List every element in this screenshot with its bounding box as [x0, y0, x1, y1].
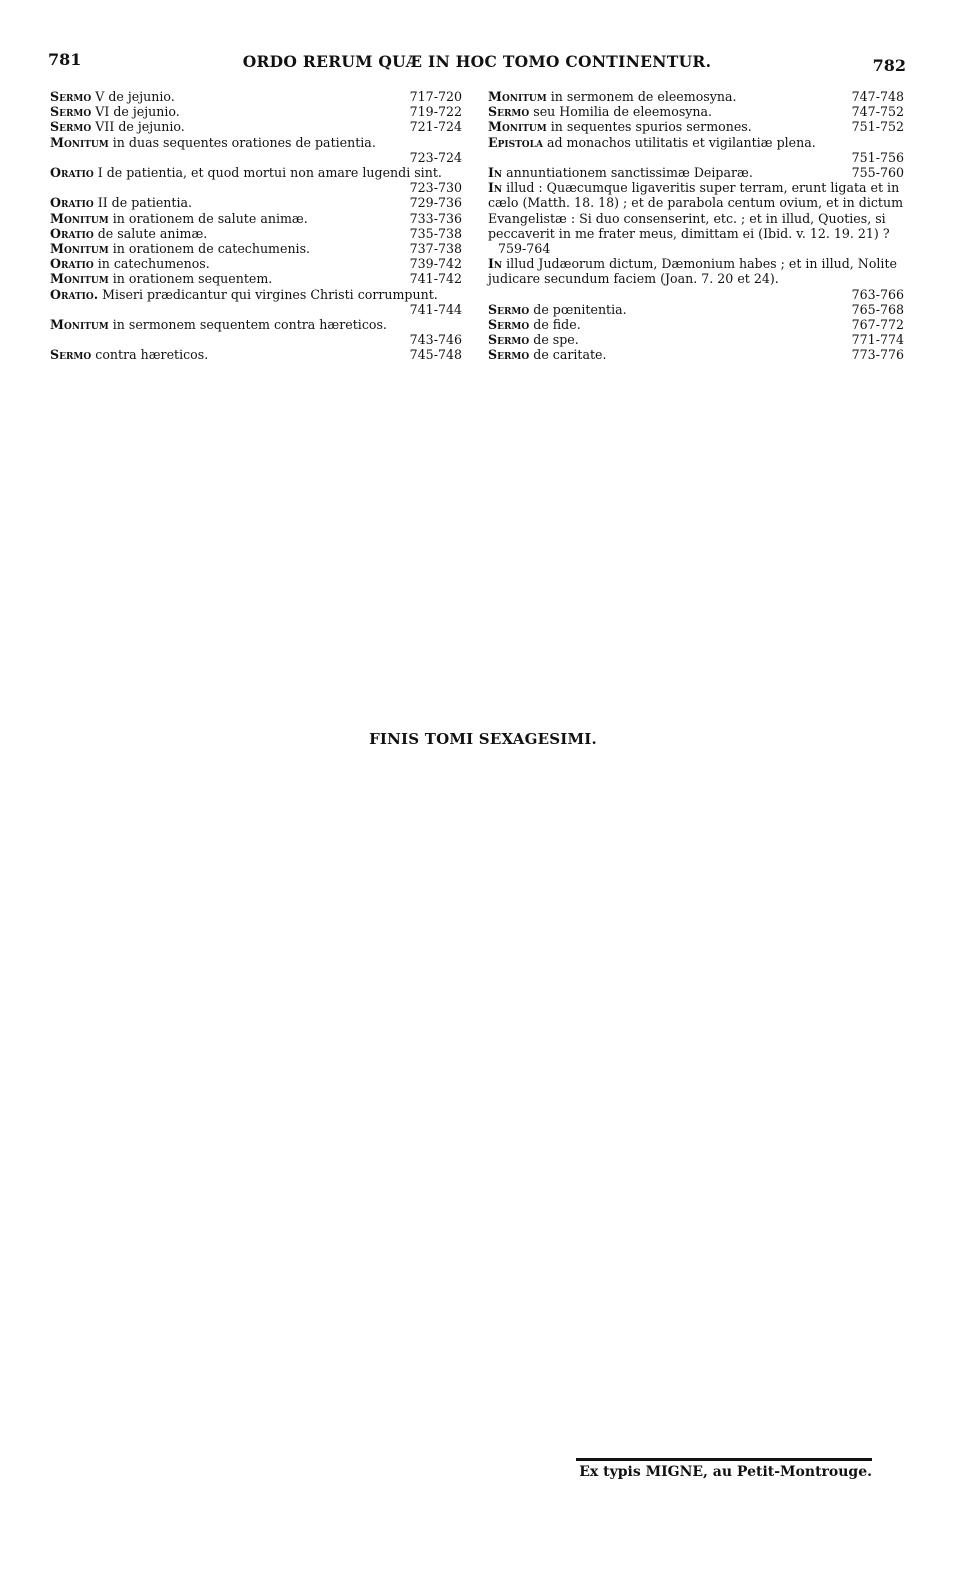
page-header: [48, 50, 906, 80]
index-entry: [488, 256, 904, 286]
page-range: 733-736: [409, 210, 462, 226]
entry-head: Epistola: [488, 134, 543, 150]
imprint-rule: [576, 1458, 872, 1461]
running-title: ORDO RERUM QUÆ IN HOC TOMO CONTINENTUR.: [242, 52, 712, 71]
index-entry: [488, 165, 904, 180]
index-column-left: [50, 89, 462, 363]
page-range: 747-748: [851, 89, 904, 104]
page-range: 751-756: [851, 149, 904, 165]
page-range: 739-742: [409, 256, 462, 272]
page-range: 737-738: [409, 241, 462, 257]
page-range: 719-722: [409, 104, 462, 120]
entry-head: Sermo: [50, 119, 92, 135]
entry-head: Sermo: [488, 317, 530, 333]
entry-head: Sermo: [488, 347, 530, 363]
entry-head: Oratio: [50, 225, 94, 241]
entry-text: Miseri prædicantur qui virgines Christi corrumpunt.: [102, 286, 438, 302]
index-column-right: [488, 89, 904, 363]
page-range: 723-730: [409, 180, 462, 196]
entry-text: in orationem sequentem.: [112, 271, 273, 287]
page-range: 747-752: [851, 104, 904, 120]
entry-text: in orationem de catechumenis.: [112, 241, 311, 257]
page-range: 741-744: [409, 301, 462, 317]
entry-text: de salute animæ.: [97, 225, 208, 241]
entry-text: de pœnitentia.: [533, 301, 627, 317]
index-entry: [50, 241, 462, 256]
entry-text: V de jejunio.: [95, 89, 175, 104]
entry-head: Monitum: [488, 119, 547, 135]
index-entry: [50, 165, 462, 180]
page-range: 745-748: [409, 347, 462, 363]
entry-text: ad monachos utilitatis et vigilantiæ plena.: [546, 134, 816, 150]
index-entry: [50, 89, 462, 104]
index-entry: [488, 332, 904, 347]
index-entry: [488, 302, 904, 317]
entry-head: Sermo: [50, 104, 92, 120]
page-number-left: 781: [48, 50, 82, 69]
entry-head: Oratio: [50, 256, 94, 272]
page-range: 767-772: [851, 317, 904, 333]
entry-text: de caritate.: [533, 347, 607, 363]
entry-head: Sermo: [488, 104, 530, 120]
page-range: 773-776: [851, 347, 904, 363]
entry-text: in sermonem sequentem contra hæreticos.: [112, 317, 387, 333]
index-entry: [50, 211, 462, 226]
entry-text: VII de jejunio.: [95, 119, 185, 135]
entry-head: Monitum: [50, 134, 109, 150]
index-entry: [488, 135, 904, 150]
index-entry: [50, 317, 462, 332]
index-entry: [488, 104, 904, 119]
index-entry: [488, 347, 904, 362]
page-range: 755-760: [851, 165, 904, 181]
entry-text: de fide.: [533, 317, 581, 333]
index-entry: [488, 89, 904, 104]
page-range: 717-720: [409, 89, 462, 104]
entry-text: contra hæreticos.: [95, 347, 209, 363]
entry-head: Monitum: [50, 317, 109, 333]
index-entry: [50, 226, 462, 241]
finis-line: FINIS TOMI SEXAGESIMI.: [369, 730, 597, 748]
entry-head: Sermo: [50, 89, 92, 104]
index-entry: [50, 135, 462, 150]
index-entry: [50, 271, 462, 286]
index-entry: [50, 347, 462, 362]
index-entry: [50, 256, 462, 271]
entry-text: in sermonem de eleemosyna.: [550, 89, 737, 104]
page-range: 729-736: [409, 195, 462, 211]
entry-head: Monitum: [50, 210, 109, 226]
entry-text: VI de jejunio.: [95, 104, 180, 120]
index-entry: [50, 119, 462, 134]
index-entry: [50, 195, 462, 210]
entry-head: Oratio: [50, 165, 94, 181]
entry-text: in orationem de salute animæ.: [112, 210, 308, 226]
entry-head: Monitum: [50, 241, 109, 257]
page-range: 743-746: [409, 332, 462, 348]
entry-text: in sequentes spurios sermones.: [550, 119, 752, 135]
index-entry: [488, 180, 904, 256]
entry-head: Monitum: [488, 89, 547, 104]
page-range: 759-764: [498, 241, 551, 257]
entry-head: Monitum: [50, 271, 109, 287]
entry-head: In: [488, 165, 503, 181]
printer-imprint: [576, 1458, 872, 1480]
entry-head: In: [488, 256, 503, 272]
entry-text: seu Homilia de eleemosyna.: [533, 104, 713, 120]
page-range: 735-738: [409, 225, 462, 241]
page-range: 765-768: [851, 301, 904, 317]
entry-head: Sermo: [50, 347, 92, 363]
entry-head: Sermo: [488, 301, 530, 317]
entry-text: II de patientia.: [97, 195, 193, 211]
entry-text: I de patientia, et quod mortui non amare lugendi sint.: [97, 165, 442, 181]
entry-text: in duas sequentes orationes de patientia.: [112, 134, 376, 150]
entry-text: de spe.: [533, 332, 579, 348]
page-range: 771-774: [851, 332, 904, 348]
entry-text: in catechumenos.: [97, 256, 210, 272]
entry-text: illud Judæorum dictum, Dæmonium habes ; et in illud, Nolite judicare secundum faciem (Joan. 7. 20 et 24).: [488, 256, 897, 287]
entry-head: Oratio: [50, 195, 94, 211]
page-number-right: 782: [872, 56, 906, 75]
entry-head: In: [488, 180, 503, 196]
entry-text: annuntiationem sanctissimæ Deiparæ.: [506, 165, 753, 181]
index-entry: [488, 119, 904, 134]
page-range: 723-724: [409, 149, 462, 165]
page-range: 721-724: [409, 119, 462, 135]
index-entry: [50, 287, 462, 302]
index-entry: [488, 317, 904, 332]
imprint-text: Ex typis MIGNE, au Petit-Montrouge.: [579, 1464, 872, 1480]
page-range: 741-742: [409, 271, 462, 287]
index-entry: [50, 104, 462, 119]
entry-head: Sermo: [488, 332, 530, 348]
page-range: 763-766: [851, 286, 904, 302]
entry-text: illud : Quæcumque ligaveritis super terram, erunt ligata et in cælo (Matth. 18. 18) ; et de parabola centum ovium, et in dictum Evangelistæ : Si duo consenserint, etc. ; et in illud, Quoties, si peccaverit in me frater meus, dimittam ei (Ibid. v. 12. 19. 21) ?: [488, 180, 904, 241]
page-range: 751-752: [851, 119, 904, 135]
entry-head: Oratio.: [50, 286, 99, 302]
